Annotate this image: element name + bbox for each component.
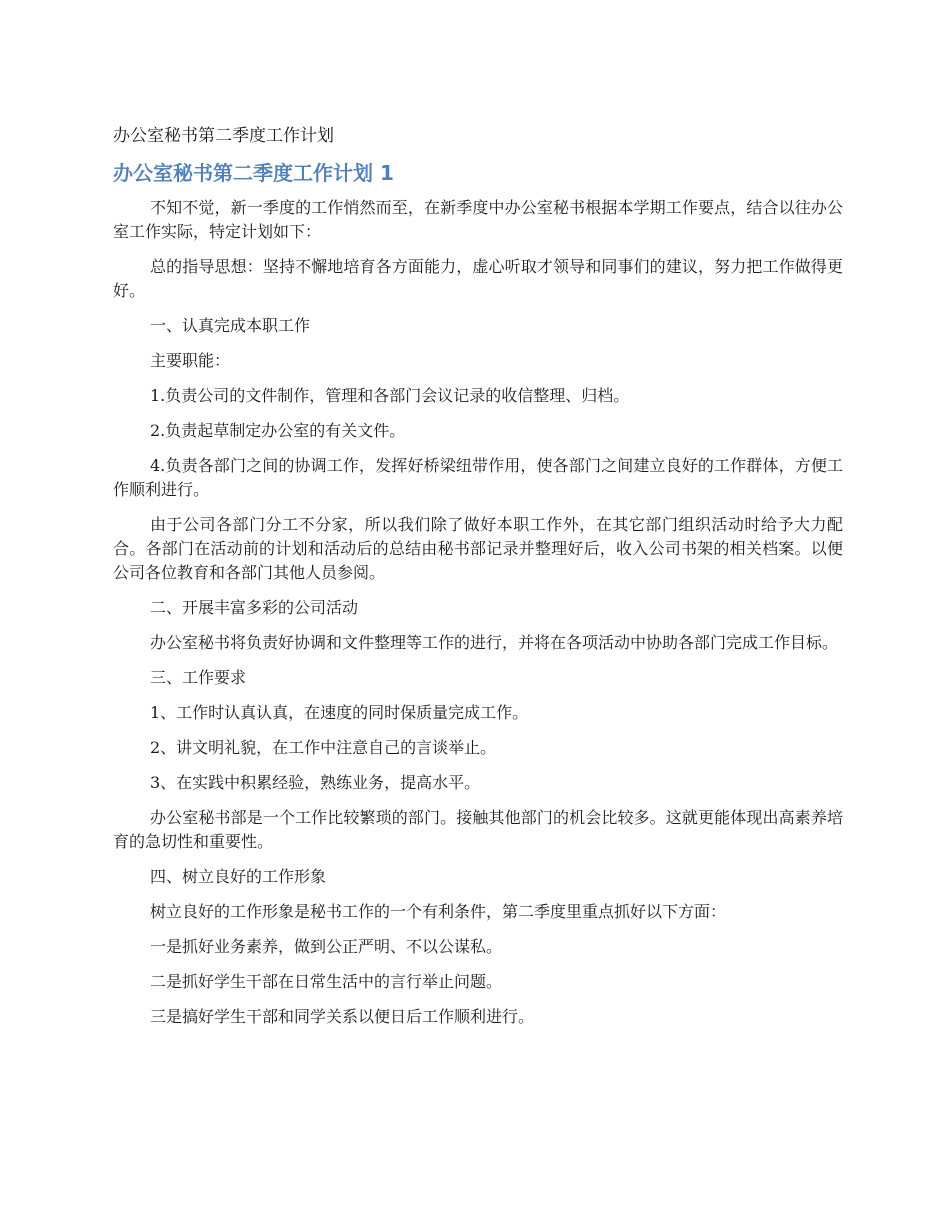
subheading-requirements: 三、工作要求 <box>150 668 247 687</box>
subheading-activities: 二、开展丰富多彩的公司活动 <box>150 598 359 617</box>
paragraph-guiding-thought: 总的指导思想：坚持不懈地培育各方面能力，虚心听取才领导和同事们的建议，努力把工作做得更好。 <box>113 257 843 300</box>
paragraph-activities: 办公室秘书将负责好协调和文件整理等工作的进行，并将在各项活动中协助各部门完成工作目标。 <box>150 633 839 652</box>
list-item-function-2: 2.负责起草制定办公室的有关文件。 <box>150 421 406 440</box>
subheading-duties: 一、认真完成本职工作 <box>150 316 311 335</box>
list-item-requirement-2: 2、讲文明礼貌，在工作中注意自己的言谈举止。 <box>150 738 497 757</box>
section-heading: 办公室秘书第二季度工作计划 1 <box>113 161 394 185</box>
document-title: 办公室秘书第二季度工作计划 <box>113 126 334 146</box>
document-body <box>113 122 843 1040</box>
subheading-image: 四、树立良好的工作形象 <box>150 867 327 886</box>
paragraph-main-functions: 主要职能： <box>150 351 231 370</box>
paragraph-cooperation: 由于公司各部门分工不分家，所以我们除了做好本职工作外，在其它部门组织活动时给予大力配合。各部门在活动前的计划和活动后的总结由秘书部记录并整理好后，收入公司书架的相关档案。以便公司各位教育和各部门其他人员参阅。 <box>113 515 843 582</box>
list-item-function-4: 4.负责各部门之间的协调工作，发挥好桥梁纽带作用，使各部门之间建立良好的工作群体，方便工作顺利进行。 <box>113 456 843 499</box>
list-item-requirement-1: 1、工作时认真认真，在速度的同时保质量完成工作。 <box>150 703 529 722</box>
paragraph-intro: 不知不觉，新一季度的工作悄然而至，在新季度中办公室秘书根据本学期工作要点，结合以往办公室工作实际，特定计划如下： <box>113 198 843 241</box>
list-item-function-1: 1.负责公司的文件制作，管理和各部门会议记录的收信整理、归档。 <box>150 386 630 405</box>
list-item-image-2: 二是抓好学生干部在日常生活中的言行举止问题。 <box>150 972 503 991</box>
list-item-image-3: 三是搞好学生干部和同学关系以便日后工作顺利进行。 <box>150 1007 535 1026</box>
list-item-image-1: 一是抓好业务素养，做到公正严明、不以公谋私。 <box>150 937 503 956</box>
paragraph-image-intro: 树立良好的工作形象是秘书工作的一个有利条件，第二季度里重点抓好以下方面： <box>150 902 727 921</box>
paragraph-department-nature: 办公室秘书部是一个工作比较繁琐的部门。接触其他部门的机会比较多。这就更能体现出高素养培育的急切性和重要性。 <box>113 808 843 851</box>
list-item-requirement-3: 3、在实践中积累经验，熟练业务，提高水平。 <box>150 773 481 792</box>
